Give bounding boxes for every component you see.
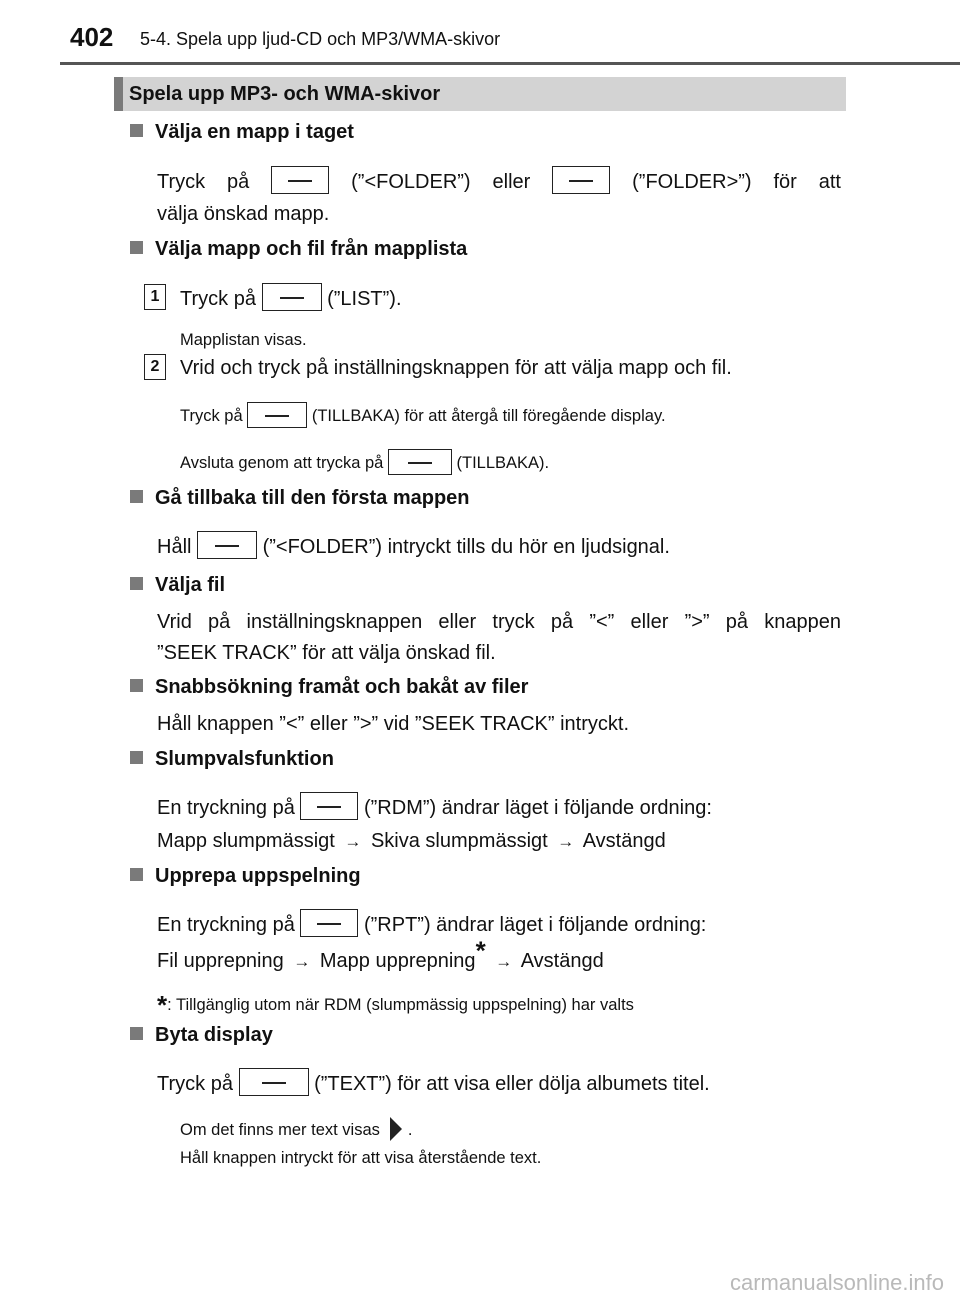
step-1-badge: 1 (144, 284, 166, 310)
folder-line2: välja önskad mapp. (157, 203, 330, 225)
folder-line1: Tryck på (”<FOLDER”) eller (”FOLDER>”) för att (157, 166, 841, 198)
heading-fast-seek: Snabbsökning framåt och bakåt av filer (130, 676, 528, 699)
random-sequence: Mapp slumpmässigt → Skiva slumpmässigt → Avstängd (157, 825, 841, 858)
heading-folder: Välja en mapp i taget (130, 121, 354, 144)
step-1-note: Mapplistan visas. (180, 331, 307, 349)
note-back: Tryck på (TILLBAKA) för att återgå till föregående display. (180, 400, 860, 432)
button-icon (247, 402, 307, 428)
watermark: carmanualsonline.info (729, 1270, 944, 1295)
running-header: 5-4. Spela upp ljud-CD och MP3/WMA-skivor (140, 29, 501, 49)
section-accent (114, 77, 123, 111)
arrow-right-icon: → (293, 952, 311, 971)
fast-seek-text: Håll knappen ”<” eller ”>” vid ”SEEK TRACK” intryckt. (157, 713, 630, 735)
bullet-square-icon (130, 679, 143, 692)
heading-folder-list: Välja mapp och fil från mapplista (130, 238, 467, 261)
heading-select-file: Välja fil (130, 574, 225, 597)
arrow-right-icon: → (344, 832, 362, 851)
note-exit: Avsluta genom att trycka på (TILLBAKA). (180, 447, 864, 479)
footnote-star: * (475, 935, 486, 966)
section-title: Spela upp MP3- och WMA-skivor (129, 83, 441, 105)
select-file-line1: Vrid på inställningsknappen eller tryck på ”<” eller ”>” på knappen (157, 611, 841, 633)
display-note2: Håll knappen intryckt för att visa återstående text. (180, 1149, 542, 1167)
bullet-square-icon (130, 868, 143, 881)
step-2-badge: 2 (144, 354, 166, 380)
button-icon (197, 531, 257, 559)
step-2-text: Vrid och tryck på inställningsknappen för att välja mapp och fil. (180, 357, 732, 379)
bullet-square-icon (130, 241, 143, 254)
button-icon (262, 283, 322, 311)
button-icon (552, 166, 610, 194)
arrow-right-icon: → (557, 832, 575, 851)
first-folder-text: Håll (”<FOLDER”) intryckt tills du hör en ljudsignal. (157, 531, 841, 563)
random-line1: En tryckning på (”RDM”) ändrar läget i följande ordning: (157, 792, 841, 824)
section-title-bar (114, 77, 846, 111)
bullet-square-icon (130, 577, 143, 590)
bullet-square-icon (130, 124, 143, 137)
heading-first-folder: Gå tillbaka till den första mappen (130, 487, 470, 510)
display-note1: Om det finns mer text visas . (180, 1114, 864, 1146)
bullet-square-icon (130, 490, 143, 503)
button-icon (300, 792, 358, 820)
button-icon (300, 909, 358, 937)
repeat-sequence: Fil upprepning → Mapp upprepning* → Avstängd (157, 945, 841, 978)
heading-repeat: Upprepa uppspelning (130, 865, 361, 888)
bullet-square-icon (130, 751, 143, 764)
more-text-triangle-icon (390, 1117, 402, 1141)
button-icon (239, 1068, 309, 1096)
select-file-line2: ”SEEK TRACK” för att välja önskad fil. (157, 642, 496, 664)
page-number: 402 (70, 22, 114, 52)
step-1-text: Tryck på (”LIST”). (180, 283, 864, 315)
repeat-line1: En tryckning på (”RPT”) ändrar läget i följande ordning: (157, 909, 841, 941)
heading-random: Slumpvalsfunktion (130, 748, 334, 771)
header-rule (60, 62, 960, 65)
button-icon (388, 449, 452, 475)
button-icon (271, 166, 329, 194)
heading-display: Byta display (130, 1024, 273, 1047)
repeat-footnote: *: Tillgänglig utom när RDM (slumpmässig uppspelning) har valts (157, 990, 634, 1020)
arrow-right-icon: → (495, 952, 513, 971)
bullet-square-icon (130, 1027, 143, 1040)
display-text: Tryck på (”TEXT”) för att visa eller dölja albumets titel. (157, 1068, 841, 1100)
